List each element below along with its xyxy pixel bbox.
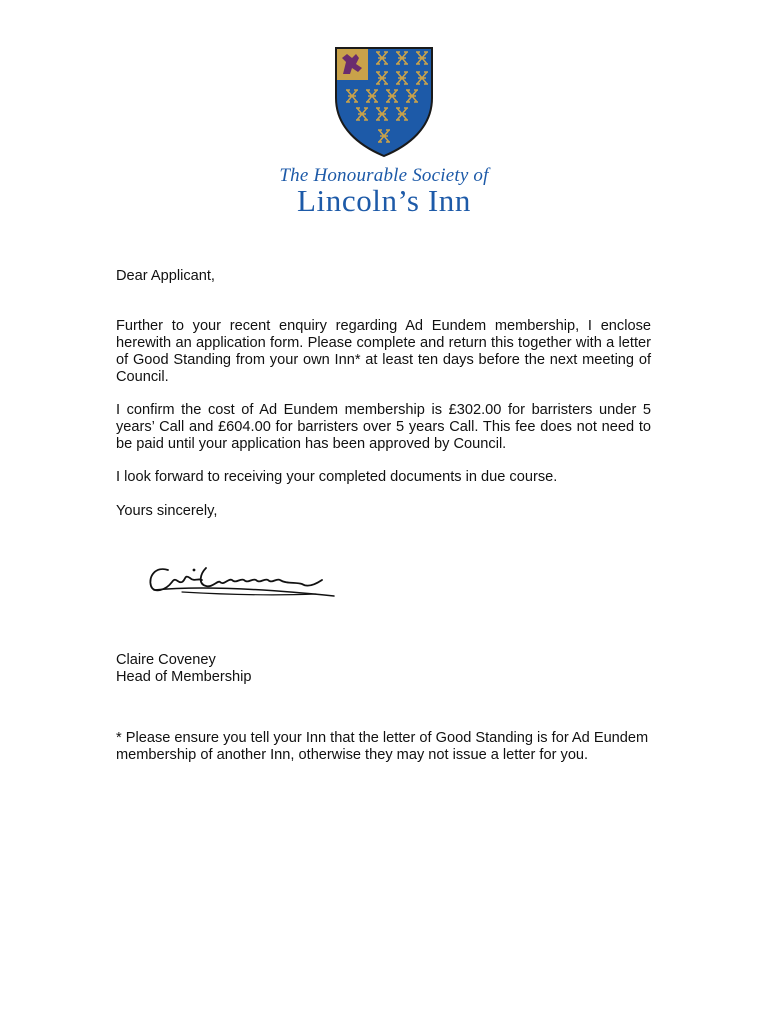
coat-of-arms-icon xyxy=(334,46,434,158)
handwritten-signature-icon xyxy=(146,560,341,602)
body-paragraph-3: I look forward to receiving your completed documents in due course. xyxy=(116,469,558,485)
salutation: Dear Applicant, xyxy=(116,268,215,284)
society-line: The Honourable Society of xyxy=(279,165,489,186)
inn-name: Lincoln’s Inn xyxy=(297,183,471,218)
closing: Yours sincerely, xyxy=(116,503,218,519)
signer-title: Head of Membership xyxy=(116,669,252,685)
body-paragraph-2: I confirm the cost of Ad Eundem membership is £302.00 for barristers under 5 years’ Call and £604.00 for barristers over 5 years Call. This fee does not need to be paid until your application has been approved by Council. xyxy=(116,402,651,452)
signer-block xyxy=(116,652,651,686)
signer-name: Claire Coveney xyxy=(116,652,216,668)
footnote: * Please ensure you tell your Inn that the letter of Good Standing is for Ad Eundem membership of another Inn, otherwise they may not issue a letter for you. xyxy=(116,730,649,763)
body-paragraph-1: Further to your recent enquiry regarding Ad Eundem membership, I enclose herewith an application form. Please complete and return this together with a letter of Good Standing from your own Inn* at least ten days before the next meeting of Council. xyxy=(116,318,651,385)
